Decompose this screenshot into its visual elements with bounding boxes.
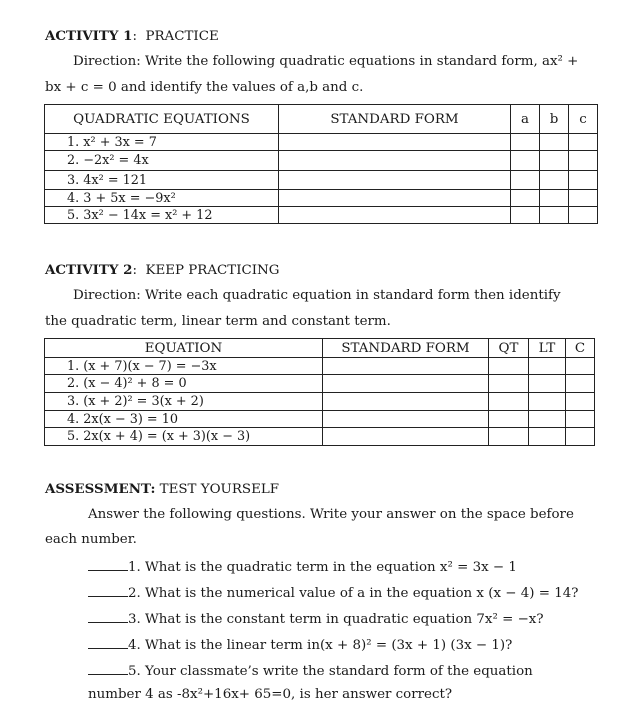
activity2-title: KEEP PRACTICING: [145, 263, 280, 278]
answer-cell[interactable]: [529, 428, 566, 446]
answer-cell[interactable]: [511, 190, 540, 207]
answer-cell[interactable]: [529, 358, 566, 375]
activity1-direction-line1: Direction: Write the following quadratic equations in standard form, ax² +: [73, 54, 579, 69]
question-1: [88, 558, 594, 575]
answer-cell[interactable]: [279, 151, 511, 171]
answer-cell[interactable]: [489, 411, 529, 428]
question-3: [88, 610, 594, 627]
question-2: [88, 584, 594, 601]
assessment-intro-line2: each number.: [45, 532, 137, 547]
activity1-table: [44, 104, 598, 224]
answer-cell[interactable]: [489, 428, 529, 446]
header-standard-form: STANDARD FORM: [279, 105, 511, 134]
table-row: 4. 3 + 5x = −9x²: [45, 190, 279, 207]
header-lt: LT: [529, 339, 566, 358]
table-row: 3. (x + 2)² = 3(x + 2): [45, 393, 323, 411]
answer-cell[interactable]: [279, 207, 511, 224]
answer-cell[interactable]: [489, 393, 529, 411]
assessment-heading: [45, 481, 279, 497]
answer-cell[interactable]: [566, 393, 595, 411]
answer-cell[interactable]: [511, 171, 540, 190]
answer-cell[interactable]: [569, 151, 598, 171]
answer-cell[interactable]: [540, 207, 569, 224]
answer-cell[interactable]: [540, 190, 569, 207]
table-row: 3. 4x² = 121: [45, 171, 279, 190]
activity1-label: ACTIVITY 1: [45, 28, 133, 44]
answer-cell[interactable]: [279, 171, 511, 190]
answer-cell[interactable]: [540, 151, 569, 171]
answer-cell[interactable]: [279, 190, 511, 207]
answer-cell[interactable]: [566, 411, 595, 428]
activity2-table: [44, 338, 595, 446]
answer-cell[interactable]: [569, 171, 598, 190]
question-text: 5. Your classmate’s write the standard form of the equation: [128, 664, 533, 679]
answer-cell[interactable]: [529, 375, 566, 393]
table-row: 1. (x + 7)(x − 7) = −3x: [45, 358, 323, 375]
header-b: b: [540, 105, 569, 134]
activity2-heading: ACTIVITY 2: KEEP PRACTICING: [45, 262, 280, 278]
header-equation: EQUATION: [45, 339, 323, 358]
question-text: 1. What is the quadratic term in the equation x² = 3x − 1: [128, 560, 517, 575]
answer-blank[interactable]: [88, 636, 128, 649]
table-row: 5. 2x(x + 4) = (x + 3)(x − 3): [45, 428, 323, 446]
question-5: [88, 662, 594, 679]
assessment-title: TEST YOURSELF: [159, 482, 280, 497]
answer-cell[interactable]: [566, 375, 595, 393]
table-row: 2. (x − 4)² + 8 = 0: [45, 375, 323, 393]
answer-blank[interactable]: [88, 610, 128, 623]
answer-cell[interactable]: [323, 428, 489, 446]
activity2-direction-line2: the quadratic term, linear term and constant term.: [45, 314, 391, 329]
header-qt: QT: [489, 339, 529, 358]
answer-cell[interactable]: [569, 207, 598, 224]
activity1-title: PRACTICE: [145, 29, 219, 44]
header-standard-form: STANDARD FORM: [323, 339, 489, 358]
answer-cell[interactable]: [511, 134, 540, 151]
answer-cell[interactable]: [489, 375, 529, 393]
table-row: 4. 2x(x − 3) = 10: [45, 411, 323, 428]
answer-cell[interactable]: [511, 151, 540, 171]
answer-cell[interactable]: [323, 411, 489, 428]
header-c: c: [569, 105, 598, 134]
answer-cell[interactable]: [569, 134, 598, 151]
answer-cell[interactable]: [540, 171, 569, 190]
table-row: 2. −2x² = 4x: [45, 151, 279, 171]
question-4: [88, 636, 594, 653]
question-5-continued: number 4 as -8x²+16x+ 65=0, is her answer correct?: [88, 687, 453, 702]
answer-cell[interactable]: [323, 375, 489, 393]
answer-cell[interactable]: [540, 134, 569, 151]
answer-cell[interactable]: [566, 428, 595, 446]
answer-cell[interactable]: [323, 393, 489, 411]
answer-cell[interactable]: [279, 134, 511, 151]
assessment-intro-line1: Answer the following questions. Write your answer on the space before: [88, 507, 574, 522]
header-a: a: [511, 105, 540, 134]
answer-blank[interactable]: [88, 662, 128, 675]
activity2-label: ACTIVITY 2: [45, 262, 133, 278]
answer-cell[interactable]: [511, 207, 540, 224]
answer-cell[interactable]: [323, 358, 489, 375]
header-quadratic-equations: QUADRATIC EQUATIONS: [45, 105, 279, 134]
answer-cell[interactable]: [529, 411, 566, 428]
table-row: 1. x² + 3x = 7: [45, 134, 279, 151]
activity2-direction-line1: Direction: Write each quadratic equation in standard form then identify: [73, 288, 561, 303]
answer-blank[interactable]: [88, 584, 128, 597]
answer-cell[interactable]: [489, 358, 529, 375]
answer-cell[interactable]: [569, 190, 598, 207]
activity1-heading: ACTIVITY 1: PRACTICE: [45, 28, 219, 44]
answer-blank[interactable]: [88, 558, 128, 571]
answer-cell[interactable]: [566, 358, 595, 375]
assessment-label: ASSESSMENT:: [45, 481, 156, 497]
activity1-direction-line2: bx + c = 0 and identify the values of a,b and c.: [45, 80, 364, 95]
question-text: 2. What is the numerical value of a in the equation x (x − 4) = 14?: [128, 586, 579, 601]
answer-cell[interactable]: [529, 393, 566, 411]
question-text: 4. What is the linear term in(x + 8)² = (3x + 1) (3x − 1)?: [128, 638, 513, 653]
table-row: 5. 3x² − 14x = x² + 12: [45, 207, 279, 224]
question-text: 3. What is the constant term in quadratic equation 7x² = −x?: [128, 612, 544, 627]
header-c: C: [566, 339, 595, 358]
